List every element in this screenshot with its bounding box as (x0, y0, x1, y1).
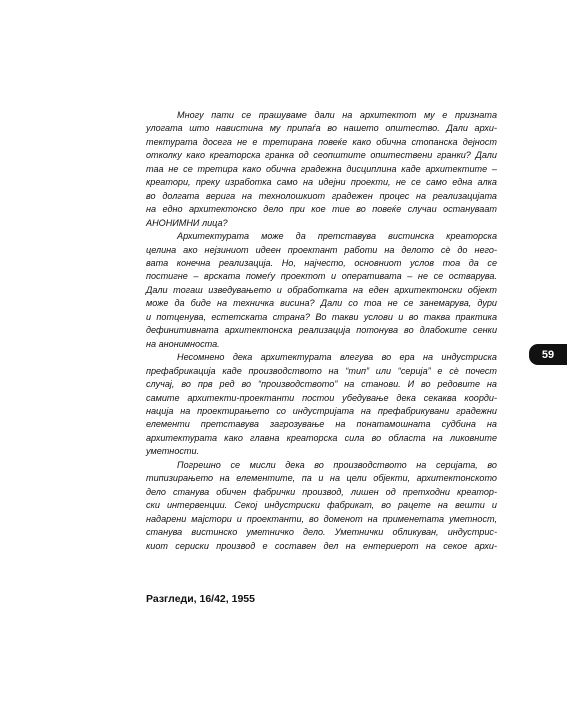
text-line: типизирањето на елементите, па и на цели објекти, архитектонското (146, 473, 497, 484)
text-line: креатори, преку изработка само на идејни проекти, не се само една алка (146, 177, 497, 188)
text-line: и потценува, естетската страна? Во такви услови и во таква практика (146, 311, 497, 322)
text-line: случај, во прв ред во “производството” на станови. И во редовите на (146, 379, 497, 390)
text-line: улогата што нaвистина му припаѓа во нашето општество. Дали архи- (146, 123, 497, 134)
text-line: таа не се третира како обична градежна дисциплина каде архитектите – (146, 163, 497, 174)
paragraph-3 (146, 351, 497, 459)
text-line: вата конечна реализација. Но, најчесто, основниот услов тоа да се (146, 257, 497, 268)
text-line: самите архитекти-проектанти постои убедување дека секаква коорди- (146, 392, 497, 403)
paragraph-1 (146, 109, 497, 230)
text-line: Несомнено дека архитектурата влегува во ера на индустриска (177, 352, 497, 363)
text-line: АНОНИМНИ лица? (146, 217, 228, 228)
text-line: уметности. (146, 446, 200, 457)
text-line: ски интервенции. Секој индустриски фабрикат, во рацете на вешти и (146, 500, 497, 511)
source-citation: Разгледи, 16/42, 1955 (146, 593, 255, 605)
text-line: елементи претставува загрозување на понатамошната судбина на (146, 419, 497, 430)
page-number-tab (529, 344, 567, 365)
text-line: Погрешно се мисли дека во производството на серијата, во (177, 459, 497, 470)
text-line: станува вистинско уметничко дело. Уметнички обликуван, индустрис- (146, 527, 497, 538)
paragraph-4 (146, 459, 497, 553)
text-line: на анонимноста. (146, 338, 220, 349)
text-line: целина ако нејзиниот идеен проектант работи на делото сè до него- (146, 244, 497, 255)
text-line: дело станува обичен фабрички производ, лишен од претходни креатор- (146, 486, 497, 497)
page-number: 59 (541, 348, 555, 361)
text-line: киот сериски производ е составен дел на ентериерот на секое архи- (146, 540, 497, 551)
text-line: Архитектурата може да претставува вистинска креаторска (177, 231, 497, 242)
text-line: постигне – врската помеѓу проектот и оперативата – не се остварува. (146, 271, 497, 282)
text-line: архитектурата како главна креаторска сила во областа на ликовните (146, 432, 497, 443)
text-line: отколку како креаторска гранка од сеопштите општествени гранки? Дали (146, 150, 497, 161)
text-line: на едно архитектонско дело при кое тие во повеќе случаи остануваат (146, 204, 497, 215)
text-line: тектурата досега не е третирана повеќе како обична стопанска дејност (146, 136, 497, 147)
text-line: нација на проектирањето со индустријата на префабрикувани градежни (146, 405, 497, 416)
text-line: надарени мајстори и проектанти, во доменот на применетата уметност, (146, 513, 497, 524)
text-line: Многу пати се прашуваме дали на архитектот му е признатa (177, 110, 497, 120)
text-line: во долгата верига на технолошкиот градежен процес на реализацијата (146, 190, 497, 201)
text-line: Дали тогаш изведувањето и обработката на еден архитектонски објект (146, 284, 497, 295)
text-line: дефинитивната архитектонска реализација потонува во длабоките сенки (146, 325, 497, 336)
paragraph-2 (146, 230, 497, 351)
text-line: префабрикација каде производството на “тип” или “серија” е сè почест (146, 365, 497, 376)
article-body (146, 109, 497, 553)
text-line: може да биде на техничка висина? Дали со тоа не се занемарува, дури (146, 298, 497, 309)
